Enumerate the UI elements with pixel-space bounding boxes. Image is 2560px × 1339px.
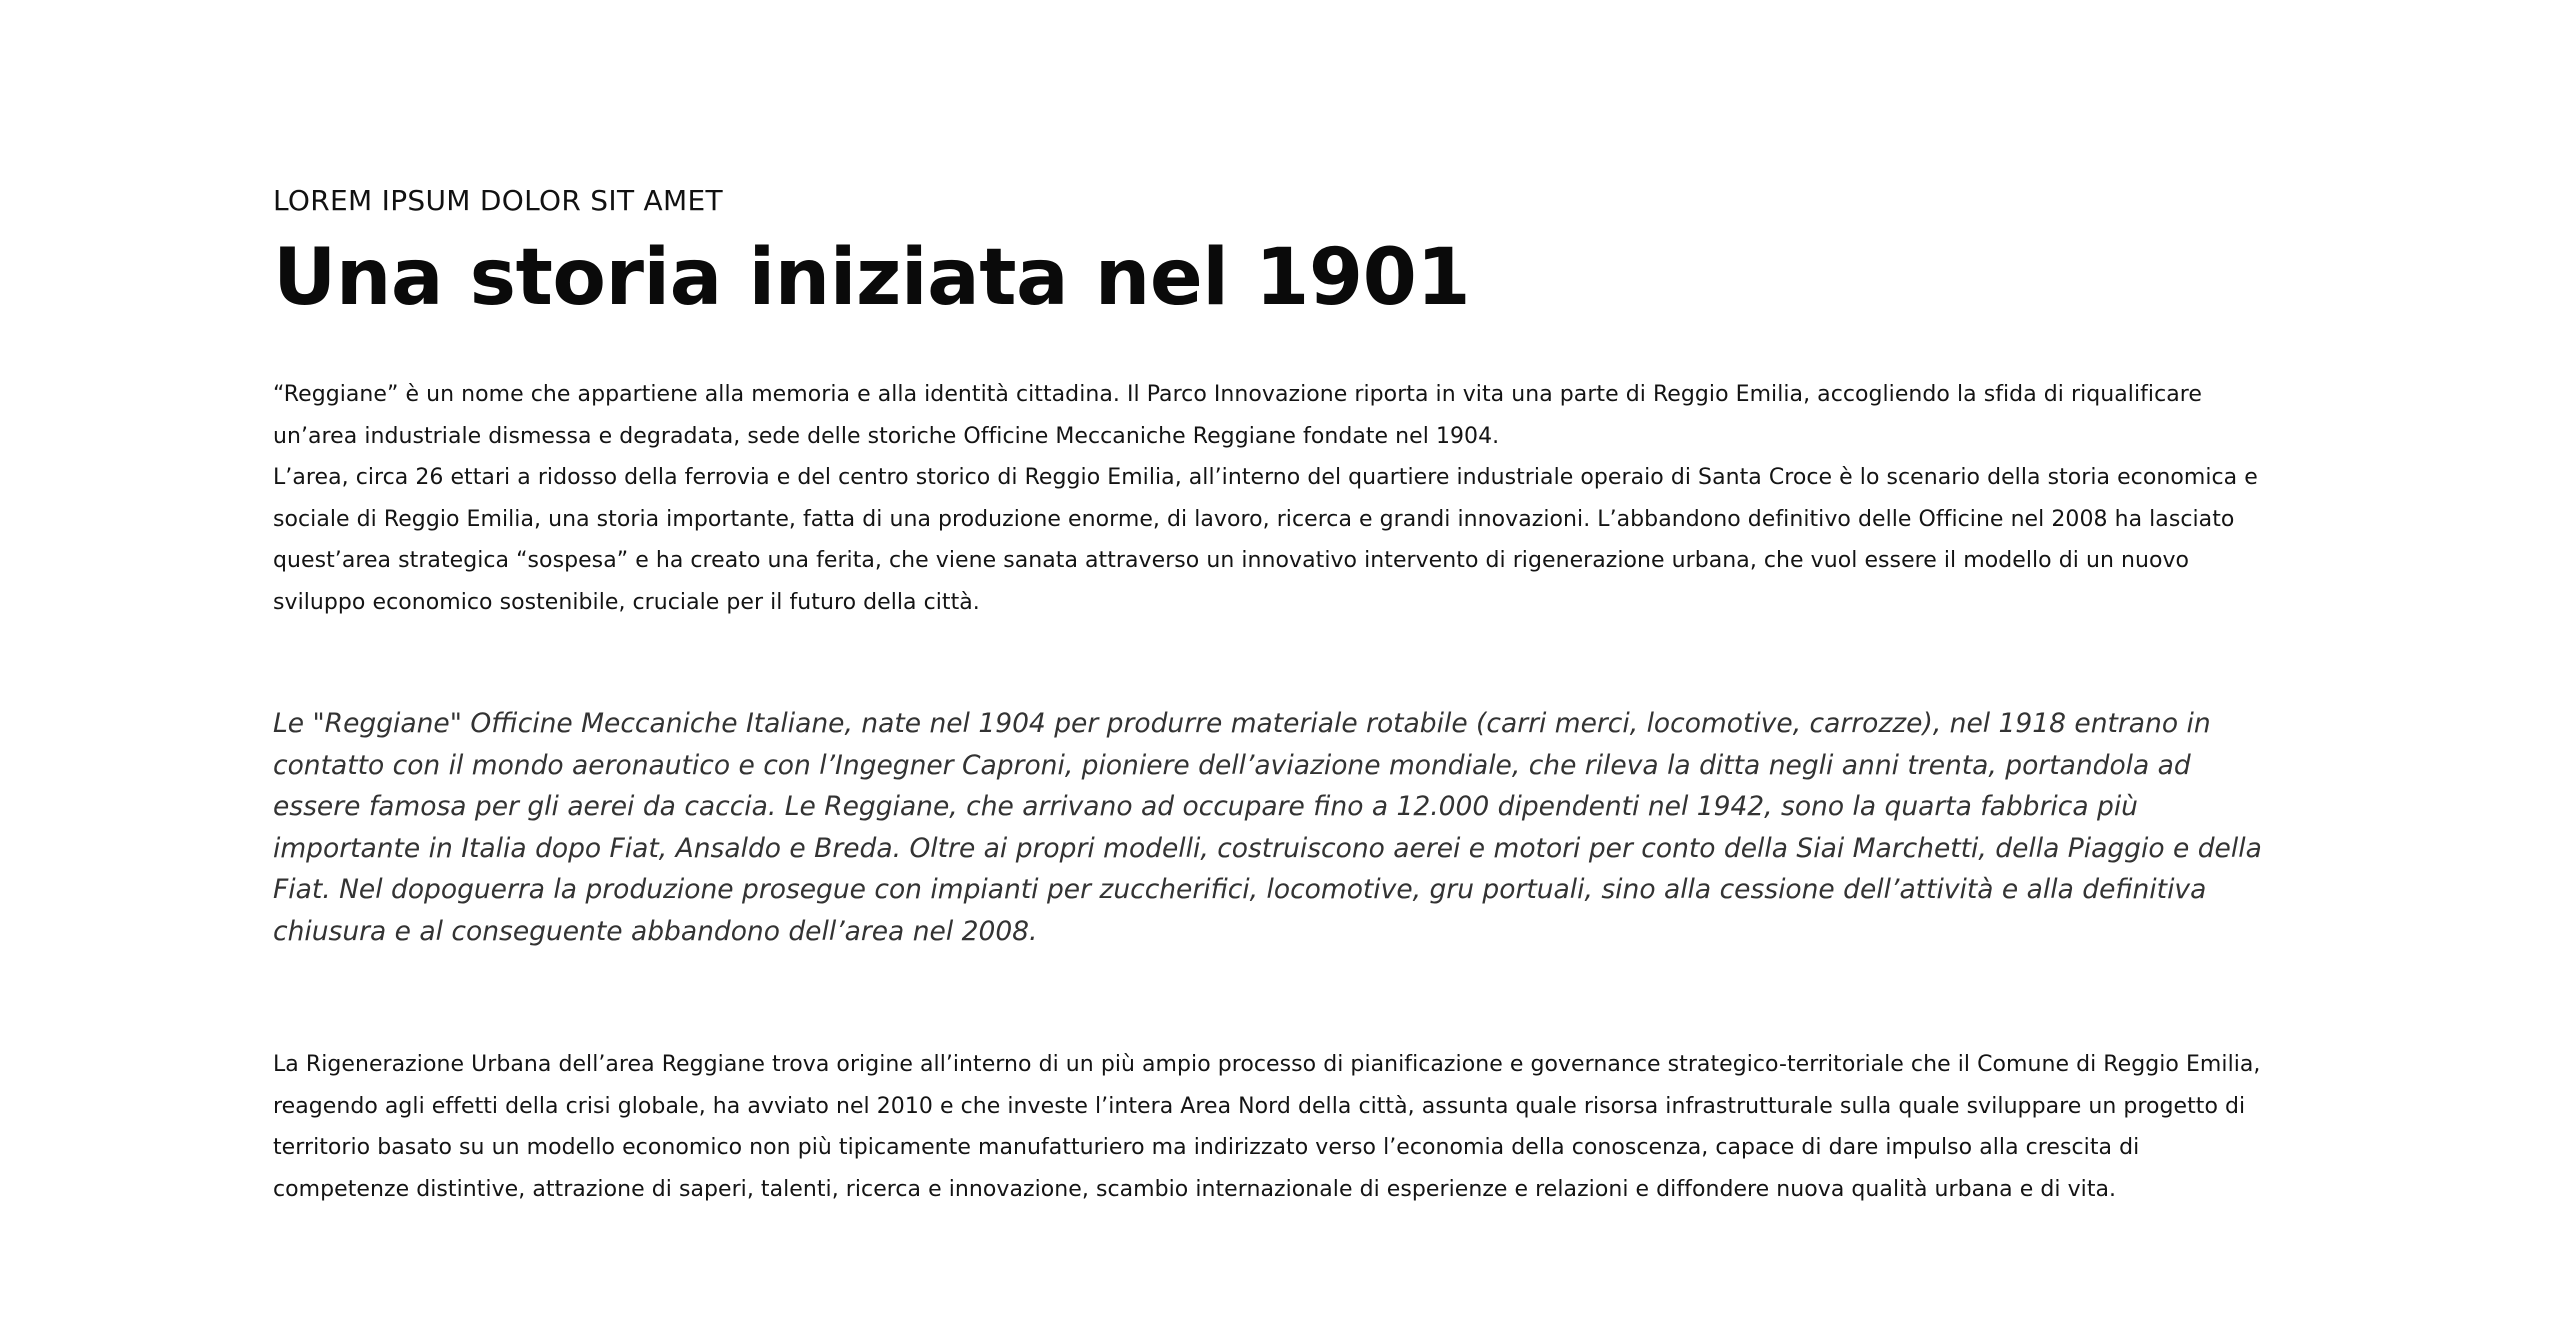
- intro-paragraph-1: “Reggiane” è un nome che appartiene alla memoria e alla identità cittadina. Il Parco Innovazione riporta in vita una parte di Reggio Emilia, accogliendo la sfida di riqualificare un’area industriale dismessa e degradata, sede delle storiche Officine Meccaniche Reggiane fondate nel 1904.: [273, 382, 2202, 449]
- intro-paragraph-2: L’area, circa 26 ettari a ridosso della ferrovia e del centro storico di Reggio Emilia, all’interno del quartiere industriale operaio di Santa Croce è lo scenario della storia economica e sociale di Reggio Emilia, una storia importante, fatta di una produzione enorme, di lavoro, ricerca e grandi innovazioni. L’abbandono definitivo delle Officine nel 2008 ha lasciato quest’area strategica “sospesa” e ha creato una ferita, che viene sanata attraverso un innovativo intervento di rigenerazione urbana, che vuol essere il modello di un nuovo sviluppo economico sostenibile, cruciale per il futuro della città.: [273, 465, 2258, 615]
- regeneration-paragraph: La Rigenerazione Urbana dell’area Reggiane trova origine all’interno di un più ampio processo di pianificazione e governance strategico-territoriale che il Comune di Reggio Emilia, reagendo agli effetti della crisi globale, ha avviato nel 2010 e che investe l’intera Area Nord della città, assunta quale risorsa infrastrutturale sulla quale sviluppare un progetto di territorio basato su un modello economico non più tipicamente manufatturiero ma indirizzato verso l’economia della conoscenza, capace di dare impulso alla crescita di competenze distintive, attrazione di saperi, talenti, ricerca e innovazione, scambio internazionale di esperienze e relazioni e diffondere nuova qualità urbana e di vita.: [273, 1052, 2261, 1202]
- section-title: Una storia iniziata nel 1901: [273, 233, 1471, 323]
- section-eyebrow: LOREM IPSUM DOLOR SIT AMET: [273, 184, 723, 217]
- intro-text: [273, 374, 2273, 623]
- history-quote: Le "Reggiane" Officine Meccaniche Italiane, nate nel 1904 per produrre materiale rotabile (carri merci, locomotive, carrozze), nel 1918 entrano in contatto con il mondo aeronautico e con l’Ingegner Caproni, pioniere dell’aviazione mondiale, che rileva la ditta negli anni trenta, portandola ad essere famosa per gli aerei da caccia. Le Reggiane, che arrivano ad occupare fino a 12.000 dipendenti nel 1942, sono la quarta fabbrica più importante in Italia dopo Fiat, Ansaldo e Breda. Oltre ai propri modelli, costruiscono aerei e motori per conto della Siai Marchetti, della Piaggio e della Fiat. Nel dopoguerra la produzione prosegue con impianti per zuccherifici, locomotive, gru portuali, sino alla cessione dell’attività e alla definitiva chiusura e al conseguente abbandono dell’area nel 2008.: [273, 708, 2262, 947]
- history-section: [273, 180, 2273, 1210]
